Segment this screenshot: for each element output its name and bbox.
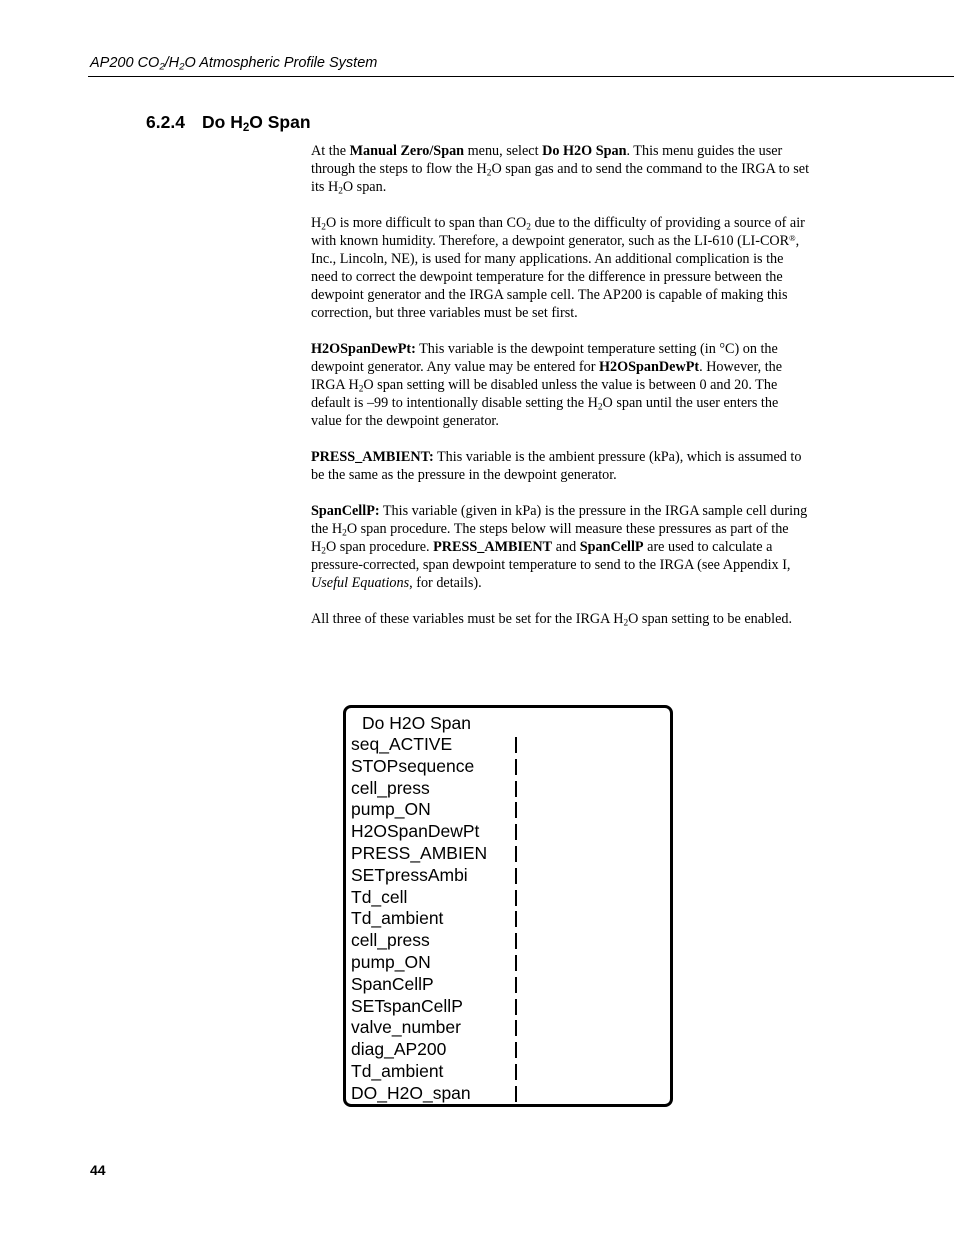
menu-list: [351, 734, 651, 1105]
menu-item-label: Td_ambient: [351, 1060, 444, 1081]
text: This variable (given in kPa) is the pressure in the IRGA sample cell during the H: [311, 503, 808, 537]
menu-item[interactable]: [351, 930, 651, 952]
subscript: 2: [342, 528, 347, 539]
section-title-text: O Span: [249, 112, 311, 132]
menu-item[interactable]: [351, 1017, 651, 1039]
subscript: 2: [159, 61, 165, 73]
menu-item[interactable]: [351, 778, 651, 800]
text: . This menu guides the user through the steps to flow the H: [311, 143, 783, 177]
menu-item[interactable]: [351, 756, 651, 778]
separator-bar: [515, 802, 517, 818]
registered-mark: ®: [789, 233, 796, 244]
menu-item[interactable]: [351, 887, 651, 909]
subscript: 2: [179, 61, 185, 73]
menu-item[interactable]: [351, 865, 651, 887]
text: O span procedure.: [325, 539, 434, 555]
separator-bar: [515, 999, 517, 1015]
menu-item-label: diag_AP200: [351, 1039, 447, 1060]
separator-bar: [515, 846, 517, 862]
text: O span procedure. The steps below will measure these pressures as part of the H: [311, 521, 789, 555]
section-title-text: Do H: [202, 112, 243, 132]
body-text: [311, 142, 811, 646]
menu-item-label: SpanCellP: [351, 973, 434, 994]
paragraph-difficulty: [311, 214, 811, 322]
separator-bar: [515, 737, 517, 753]
text: All three of these variables must be set for the IRGA H: [311, 611, 624, 627]
menu-item-label: DO_H2O_span: [351, 1082, 471, 1103]
text: O span setting will be disabled unless the value is between 0 and 20. The default is –99 to intentionally disable setting the H: [311, 377, 778, 411]
running-header: [90, 55, 377, 71]
header-rule: [88, 76, 954, 77]
menu-item[interactable]: [351, 734, 651, 756]
separator-bar: [515, 890, 517, 906]
menu-item-label: STOPsequence: [351, 755, 475, 776]
bold-term: H2OSpanDewPt:: [311, 341, 416, 357]
bold-term: H2OSpanDewPt: [598, 359, 700, 375]
menu-item[interactable]: [351, 821, 651, 843]
text: O is more difficult to span than CO: [325, 215, 527, 231]
header-text: O Atmospheric Profile System: [184, 55, 378, 71]
menu-item-label: cell_press: [351, 930, 430, 951]
separator-bar: [515, 933, 517, 949]
menu-item-label: valve_number: [351, 1017, 461, 1038]
text: and: [552, 539, 580, 555]
subscript: 2: [242, 121, 250, 134]
subscript: 2: [526, 222, 531, 233]
menu-item-label: SETspanCellP: [351, 995, 463, 1016]
menu-item[interactable]: [351, 843, 651, 865]
paragraph-all-three: [311, 610, 811, 628]
menu-item[interactable]: [351, 996, 651, 1018]
separator-bar: [515, 1042, 517, 1058]
text: O span until the user enters the value for the dewpoint generator.: [311, 395, 779, 429]
paragraph-press-ambient: [311, 448, 811, 484]
bold-term: SpanCellP:: [311, 503, 380, 519]
subscript: 2: [358, 384, 364, 395]
menu-item-label: SETpressAmbi: [351, 864, 468, 885]
menu-item-label: pump_ON: [351, 951, 431, 972]
subscript: 2: [623, 618, 629, 629]
italic-reference: Useful Equations: [311, 575, 410, 591]
menu-item-label: Td_cell: [351, 886, 408, 907]
text: due to the difficulty of providing a source of air with known humidity. Therefore, a dewpoint generator, such as the LI-610 (LI-COR: [311, 215, 805, 249]
text: H: [311, 215, 322, 231]
separator-bar: [515, 955, 517, 971]
section-number: 6.2.4: [146, 112, 185, 132]
paragraph-spancellp: [311, 502, 811, 592]
separator-bar: [515, 1086, 517, 1102]
separator-bar: [515, 1020, 517, 1036]
bold-term: PRESS_AMBIENT:: [311, 449, 434, 465]
section-title: [202, 112, 311, 132]
bold-term: Manual Zero/Span: [349, 143, 465, 159]
subscript: 2: [597, 402, 603, 413]
separator-bar: [515, 1064, 517, 1080]
menu-title: Do H2O Span: [362, 713, 471, 733]
separator-bar: [515, 868, 517, 884]
menu-item[interactable]: [351, 1061, 651, 1083]
section-heading: [146, 112, 311, 133]
separator-bar: [515, 759, 517, 775]
bold-term: Do H2O Span: [542, 143, 627, 159]
paragraph-h2ospandewpt: [311, 340, 811, 430]
menu-item[interactable]: [351, 908, 651, 930]
menu-item[interactable]: [351, 799, 651, 821]
text: This variable is the ambient pressure (kPa), which is assumed to be the same as the pressure in the dewpoint generator.: [311, 449, 802, 483]
menu-item-label: seq_ACTIVE: [351, 734, 453, 754]
text: , for details).: [409, 575, 482, 591]
menu-item[interactable]: [351, 1039, 651, 1061]
bold-term: PRESS_AMBIENT: [433, 539, 553, 555]
text: are used to calculate a pressure-corrected, span dewpoint temperature to send to the IRGA (see Appendix I,: [311, 539, 791, 573]
paragraph-intro: [311, 142, 811, 196]
menu-item-label: Td_ambient: [351, 908, 444, 929]
text: . However, the IRGA H: [311, 359, 783, 393]
text: O span.: [342, 179, 387, 195]
bold-term: SpanCellP: [579, 539, 644, 555]
menu-item[interactable]: [351, 952, 651, 974]
subscript: 2: [486, 168, 492, 179]
text: menu, select: [464, 143, 543, 159]
header-text: /H: [164, 55, 180, 71]
text: O span gas and to send the command to the IRGA to set its H: [311, 161, 810, 195]
menu-item-label: PRESS_AMBIEN: [351, 842, 488, 863]
menu-item[interactable]: [351, 1083, 651, 1105]
header-text: AP200 CO: [90, 55, 160, 71]
menu-item-label: cell_press: [351, 777, 430, 798]
text: O span setting to be enabled.: [628, 611, 793, 627]
menu-item-label: pump_ON: [351, 799, 431, 820]
separator-bar: [515, 977, 517, 993]
menu-item[interactable]: [351, 974, 651, 996]
text: This variable is the dewpoint temperature setting (in °C) on the dewpoint generator. Any value may be entered for: [311, 341, 778, 375]
page-number: 44: [90, 1162, 106, 1178]
menu-item-label: H2OSpanDewPt: [351, 821, 480, 842]
subscript: 2: [321, 222, 326, 233]
text: , Inc., Lincoln, NE), is used for many applications. An additional complication is the need to correct the dewpoint temperature for the difference in pressure between the dewpoint generator and the IRGA sample cell. The AP200 is capable of making this correction, but three variables must be set first.: [311, 233, 800, 321]
keypad-menu-display: [343, 705, 673, 1107]
separator-bar: [515, 781, 517, 797]
text: At the: [311, 143, 350, 159]
subscript: 2: [338, 186, 343, 197]
subscript: 2: [321, 546, 326, 557]
separator-bar: [515, 911, 517, 927]
separator-bar: [515, 824, 517, 840]
